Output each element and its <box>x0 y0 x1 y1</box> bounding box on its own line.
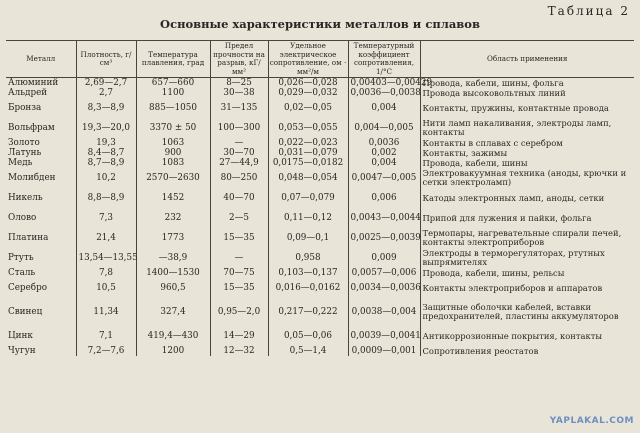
cell-melting: 1773 <box>136 228 210 248</box>
cell-density: 8,3—8,9 <box>76 98 136 118</box>
cell-resistivity: 0,0175—0,0182 <box>268 158 348 168</box>
cell-resistivity: 0,217—0,222 <box>268 298 348 326</box>
cell-application: Термопары, нагревательные спирали печей, контакты электроприборов <box>420 228 634 248</box>
cell-density: 19,3 <box>76 138 136 148</box>
cell-metal: Чугун <box>8 346 36 357</box>
cell-application: Антикоррозионные покрытия, контакты <box>420 326 634 346</box>
cell-metal: Бронза <box>8 103 42 114</box>
table-body <box>6 78 634 357</box>
cell-application: Нити ламп накаливания, электроды ламп, контакты <box>420 118 634 138</box>
cell-resistivity: 0,031—0,079 <box>268 148 348 158</box>
header-application: Область применения <box>420 41 634 78</box>
cell-resistivity: 0,07—0,079 <box>268 188 348 208</box>
cell-application: Контакты в сплавах с серебром <box>420 138 634 148</box>
cell-melting: 1100 <box>136 88 210 98</box>
cell-density: 8,7—8,9 <box>76 158 136 168</box>
cell-strength: 27—44,9 <box>210 158 268 168</box>
cell-strength: 40—70 <box>210 188 268 208</box>
cell-tcr: 0,0036—0,0038 <box>348 88 420 98</box>
cell-tcr: 0,0036 <box>348 138 420 148</box>
cell-density: 10,5 <box>76 278 136 298</box>
cell-resistivity: 0,05—0,06 <box>268 326 348 346</box>
table-row <box>6 148 634 158</box>
cell-melting: 1200 <box>136 346 210 356</box>
cell-tcr: 0,004 <box>348 98 420 118</box>
table-number: Таблица 2 <box>547 4 630 18</box>
cell-application: Провода, кабели, шины <box>420 158 634 168</box>
cell-metal: Никель <box>8 193 43 204</box>
table-row <box>6 158 634 168</box>
cell-strength: — <box>210 248 268 268</box>
cell-strength: 30—38 <box>210 88 268 98</box>
table-row <box>6 138 634 148</box>
cell-tcr: 0,009 <box>348 248 420 268</box>
cell-tcr: 0,0038—0,004 <box>348 298 420 326</box>
cell-metal: Олово <box>8 213 37 224</box>
cell-resistivity: 0,022—0,023 <box>268 138 348 148</box>
header-melting: Температура плавления, град <box>136 41 210 78</box>
cell-density: 2,7 <box>76 88 136 98</box>
cell-strength: 31—135 <box>210 98 268 118</box>
cell-melting: 2570—2630 <box>136 168 210 188</box>
table-row <box>6 188 634 208</box>
cell-density: 13,54—13,55 <box>76 248 136 268</box>
cell-melting: 900 <box>136 148 210 158</box>
cell-application: Провода высоковольтных линий <box>420 88 634 98</box>
table-row <box>6 98 634 118</box>
cell-resistivity: 0,5—1,4 <box>268 346 348 356</box>
cell-melting: 885—1050 <box>136 98 210 118</box>
cell-metal: Молибден <box>8 173 56 184</box>
cell-tcr: 0,00403—0,00429 <box>348 78 420 89</box>
header-strength: Предел прочности на разрыв, кГ/мм² <box>210 41 268 78</box>
cell-metal: Серебро <box>8 283 47 294</box>
cell-metal: Алюминий <box>8 78 59 89</box>
cell-tcr: 0,004—0,005 <box>348 118 420 138</box>
cell-strength: 100—300 <box>210 118 268 138</box>
cell-application: Контакты электроприборов и аппаратов <box>420 278 634 298</box>
cell-application: Катоды электронных ламп, аноды, сетки <box>420 188 634 208</box>
table-row <box>6 78 634 89</box>
cell-tcr: 0,0039—0,0041 <box>348 326 420 346</box>
cell-strength: 2—5 <box>210 208 268 228</box>
cell-tcr: 0,0025—0,0039 <box>348 228 420 248</box>
cell-application: Контакты, зажимы <box>420 148 634 158</box>
cell-resistivity: 0,029—0,032 <box>268 88 348 98</box>
cell-tcr: 0,006 <box>348 188 420 208</box>
cell-tcr: 0,0034—0,0036 <box>348 278 420 298</box>
table-row <box>6 268 634 278</box>
cell-strength: 14—29 <box>210 326 268 346</box>
table-row <box>6 278 634 298</box>
cell-melting: —38,9 <box>136 248 210 268</box>
cell-density: 7,2—7,6 <box>76 346 136 356</box>
table-row <box>6 208 634 228</box>
cell-melting: 1400—1530 <box>136 268 210 278</box>
cell-tcr: 0,0043—0,0044 <box>348 208 420 228</box>
cell-strength: — <box>210 138 268 148</box>
cell-application: Электроды в терморегуляторах, ртутных выпрямителях <box>420 248 634 268</box>
watermark: YAPLAKAL.COM <box>549 416 634 426</box>
cell-metal: Свинец <box>8 307 43 318</box>
cell-application: Провода, кабели, шины, фольга <box>420 78 634 89</box>
cell-metal: Сталь <box>8 268 36 279</box>
cell-resistivity: 0,09—0,1 <box>268 228 348 248</box>
cell-tcr: 0,004 <box>348 158 420 168</box>
cell-application: Припой для лужения и пайки, фольга <box>420 208 634 228</box>
cell-density: 21,4 <box>76 228 136 248</box>
cell-resistivity: 0,11—0,12 <box>268 208 348 228</box>
table-row <box>6 228 634 248</box>
table-title: Основные характеристики металлов и сплавов <box>160 17 480 31</box>
cell-melting: 419,4—430 <box>136 326 210 346</box>
cell-melting: 1083 <box>136 158 210 168</box>
cell-resistivity: 0,053—0,055 <box>268 118 348 138</box>
cell-metal: Цинк <box>8 331 33 342</box>
cell-strength: 15—35 <box>210 278 268 298</box>
header-resistivity: Удельное электрическое сопротивление, ом · мм²/м <box>268 41 348 78</box>
table-row <box>6 248 634 268</box>
cell-melting: 232 <box>136 208 210 228</box>
cell-strength: 12—32 <box>210 346 268 356</box>
cell-melting: 1063 <box>136 138 210 148</box>
cell-strength: 8—25 <box>210 78 268 89</box>
cell-density: 8,8—8,9 <box>76 188 136 208</box>
cell-tcr: 0,002 <box>348 148 420 158</box>
cell-melting: 327,4 <box>136 298 210 326</box>
cell-resistivity: 0,026—0,028 <box>268 78 348 89</box>
table-row <box>6 298 634 326</box>
table-row <box>6 118 634 138</box>
cell-density: 7,8 <box>76 268 136 278</box>
header-tcr: Температурный коэффициент сопротивления, 1/°C <box>348 41 420 78</box>
cell-resistivity: 0,103—0,137 <box>268 268 348 278</box>
cell-application: Провода, кабели, шины, рельсы <box>420 268 634 278</box>
cell-density: 11,34 <box>76 298 136 326</box>
table-row <box>6 88 634 98</box>
cell-metal: Медь <box>8 158 33 169</box>
cell-strength: 80—250 <box>210 168 268 188</box>
header-row <box>6 41 634 78</box>
header-metal: Металл <box>6 41 76 78</box>
cell-density: 8,4—8,7 <box>76 148 136 158</box>
cell-density: 7,1 <box>76 326 136 346</box>
cell-metal: Вольфрам <box>8 123 55 134</box>
cell-density: 2,69—2,7 <box>76 78 136 89</box>
cell-melting: 657—660 <box>136 78 210 89</box>
cell-density: 7,3 <box>76 208 136 228</box>
cell-resistivity: 0,02—0,05 <box>268 98 348 118</box>
cell-melting: 1452 <box>136 188 210 208</box>
cell-application: Сопротивления реостатов <box>420 346 634 356</box>
cell-metal: Альдрей <box>8 88 48 99</box>
cell-resistivity: 0,016—0,0162 <box>268 278 348 298</box>
cell-tcr: 0,0009—0,001 <box>348 346 420 356</box>
table-row <box>6 326 634 346</box>
cell-metal: Латунь <box>8 148 42 159</box>
table-row <box>6 346 634 356</box>
metals-table <box>6 40 634 356</box>
cell-density: 19,3—20,0 <box>76 118 136 138</box>
cell-density: 10,2 <box>76 168 136 188</box>
cell-tcr: 0,0047—0,005 <box>348 168 420 188</box>
cell-metal: Золото <box>8 138 40 149</box>
cell-strength: 15—35 <box>210 228 268 248</box>
cell-metal: Платина <box>8 233 49 244</box>
cell-resistivity: 0,958 <box>268 248 348 268</box>
header-density: Плотность, г/см³ <box>76 41 136 78</box>
table-row <box>6 168 634 188</box>
cell-application: Контакты, пружины, контактные провода <box>420 98 634 118</box>
cell-strength: 0,95—2,0 <box>210 298 268 326</box>
cell-strength: 30—70 <box>210 148 268 158</box>
cell-tcr: 0,0057—0,006 <box>348 268 420 278</box>
cell-application: Защитные оболочки кабелей, вставки предохранителей, пластины аккумуляторов <box>420 298 634 326</box>
cell-application: Электровакуумная техника (аноды, крючки и сетки электроламп) <box>420 168 634 188</box>
cell-strength: 70—75 <box>210 268 268 278</box>
cell-resistivity: 0,048—0,054 <box>268 168 348 188</box>
cell-metal: Ртуть <box>8 253 34 264</box>
cell-melting: 960,5 <box>136 278 210 298</box>
cell-melting: 3370 ± 50 <box>136 118 210 138</box>
